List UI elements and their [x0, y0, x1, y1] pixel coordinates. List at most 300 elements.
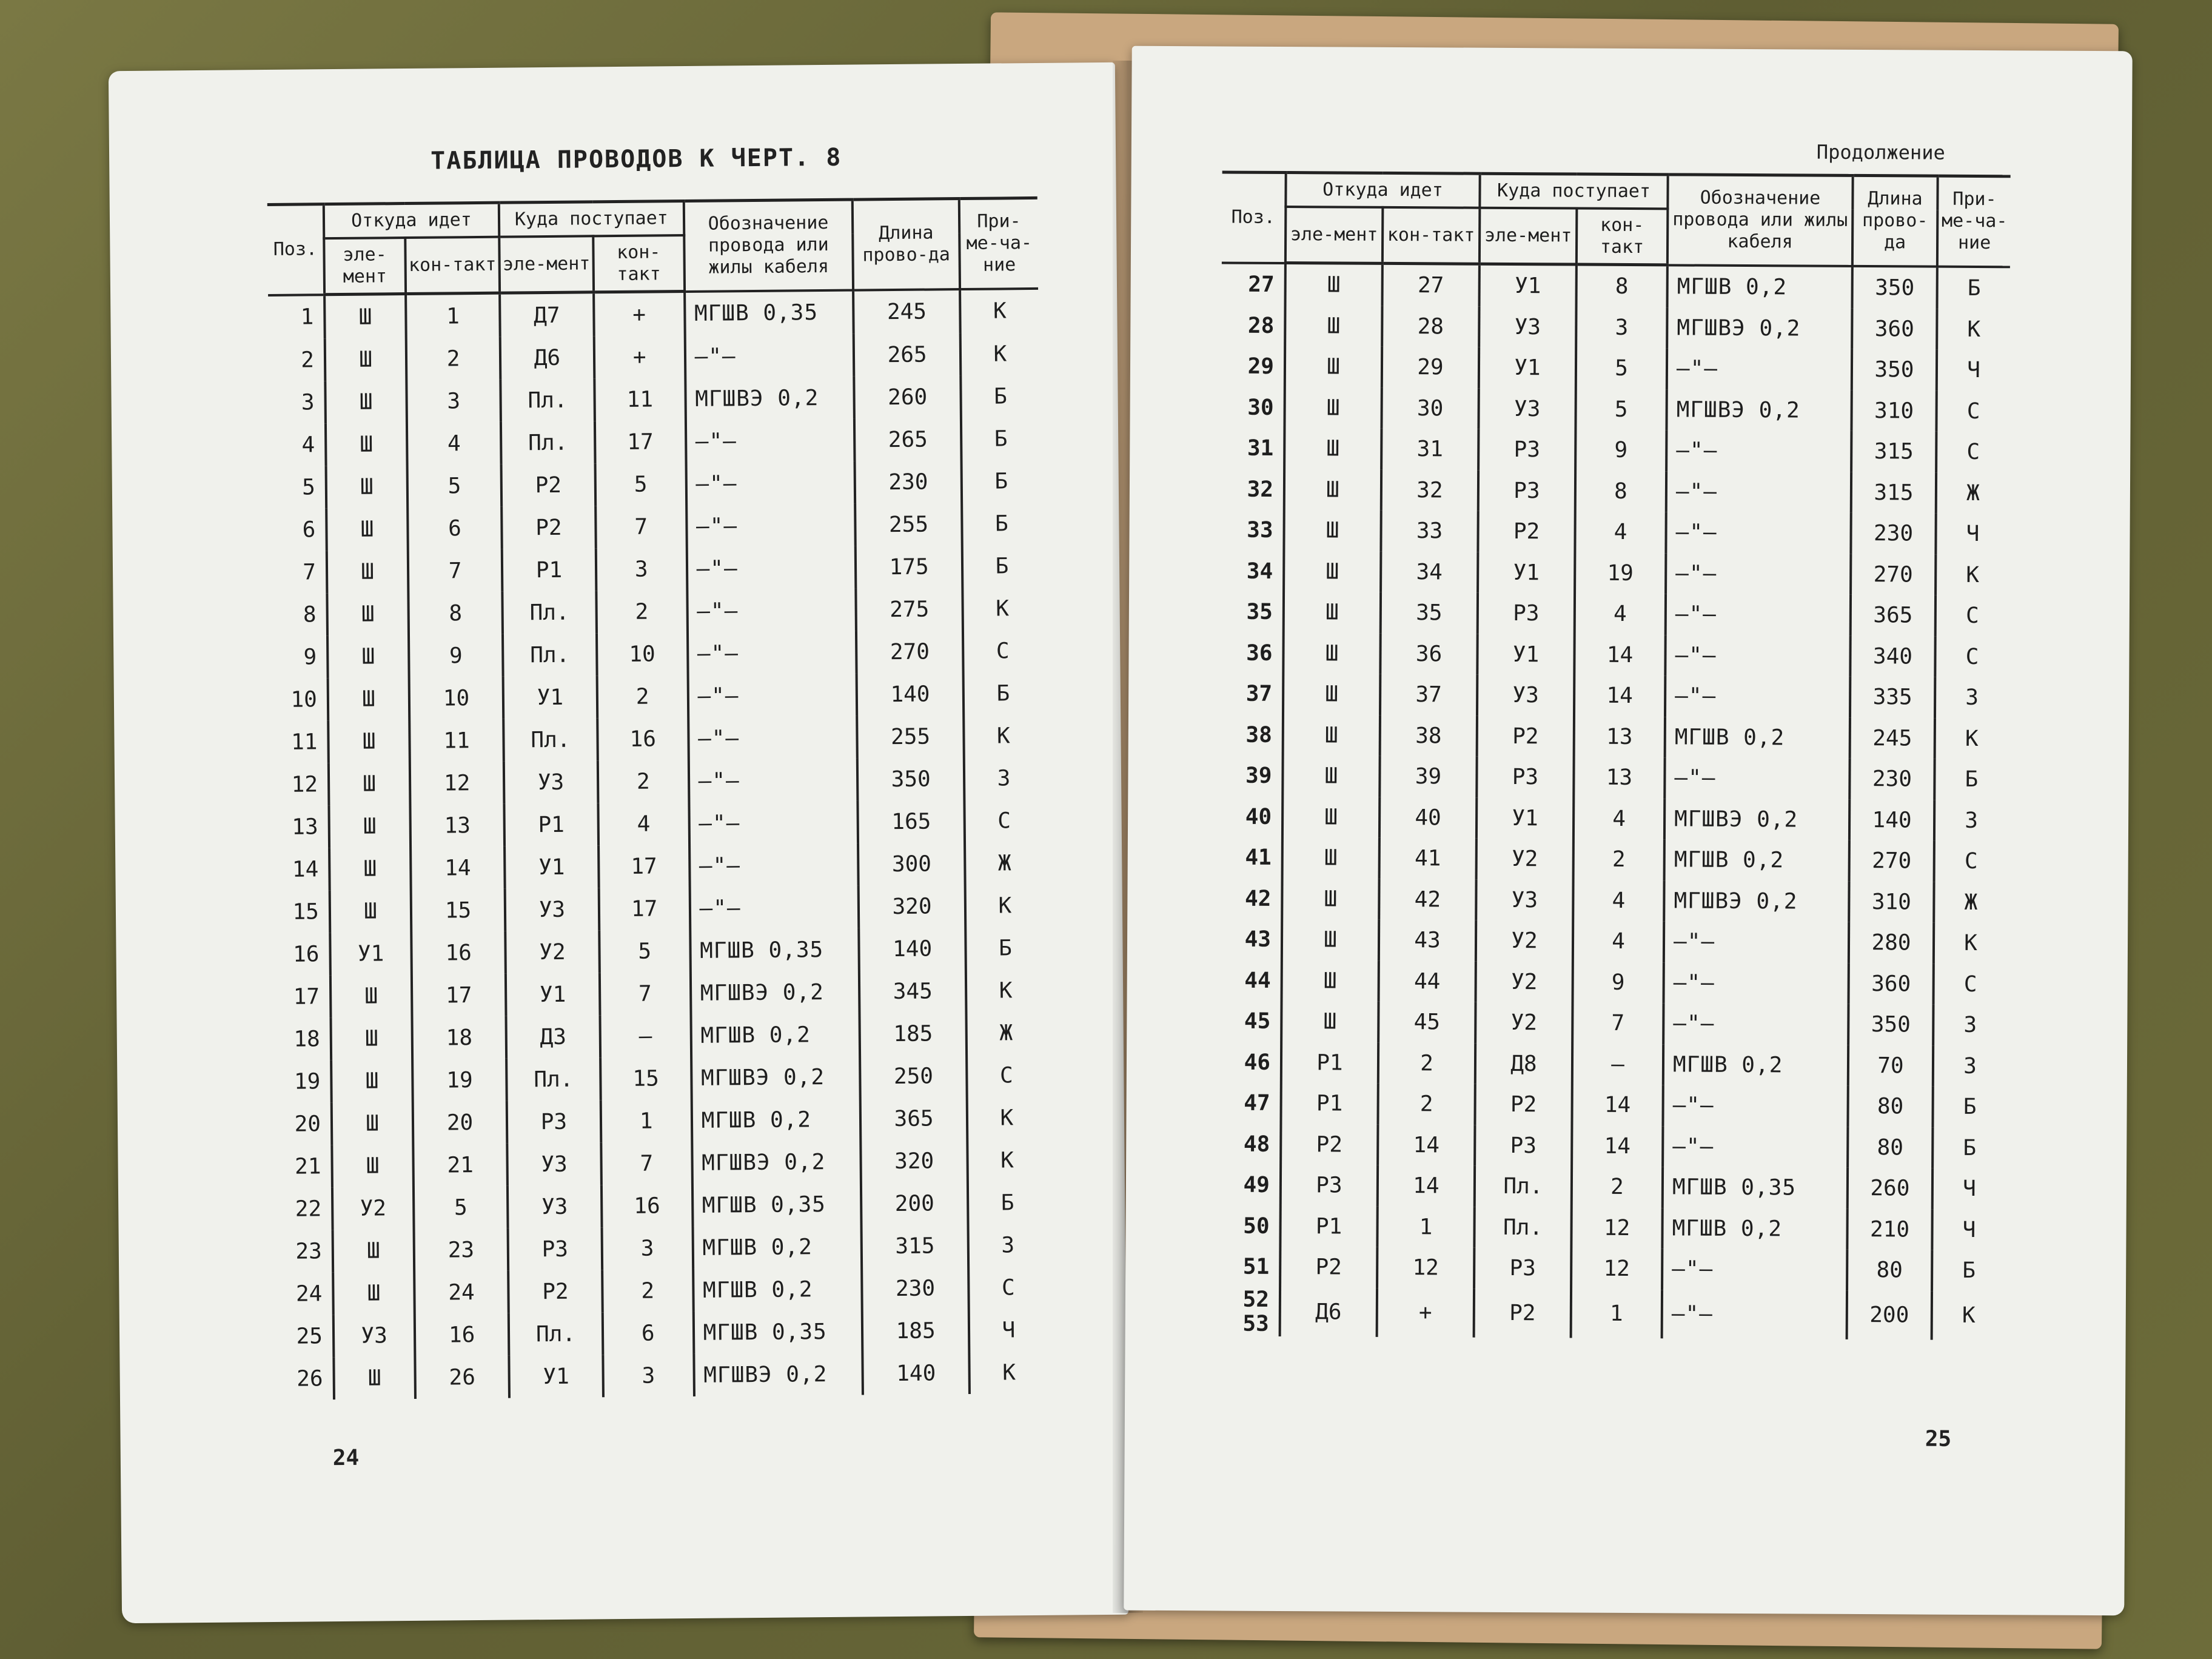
cell-from-element: Р1: [1281, 1042, 1378, 1084]
cell-from-element: Ш: [333, 1272, 415, 1315]
table-row: [1219, 673, 2008, 718]
cell-to-element: Р2: [1475, 1084, 1572, 1125]
cell-to-element: Р3: [1478, 470, 1575, 511]
cell-to-contact: 16: [602, 1184, 692, 1227]
table-row: [275, 1054, 1045, 1103]
cell-note: С: [963, 629, 1042, 672]
cell-pos: 11: [272, 720, 329, 763]
cell-to-contact: 2: [596, 590, 687, 633]
cell-length: 245: [853, 289, 960, 334]
cell-from-contact: 2: [1378, 1084, 1475, 1125]
table-row: [1219, 714, 2008, 759]
table-row: [271, 629, 1042, 679]
cell-from-contact: 9: [409, 634, 503, 677]
cell-from-element: Ш: [329, 847, 411, 890]
cell-from-element: Ш: [1285, 346, 1382, 387]
cell-wire: МГШВ 0,35: [692, 1183, 862, 1227]
cell-length: 255: [855, 503, 962, 546]
cell-wire: МГШВ 0,2: [1663, 1044, 1848, 1086]
cell-to-element: Д3: [506, 1015, 600, 1058]
cell-note: С: [967, 1054, 1045, 1097]
cell-from-element: Ш: [328, 677, 410, 720]
cell-to-contact: 7: [595, 505, 686, 548]
cell-note: Ж: [965, 842, 1044, 885]
table-row: [1218, 919, 2006, 964]
header-from: Откуда идет: [1285, 173, 1480, 208]
cell-length: 140: [1849, 799, 1934, 840]
cell-length: 260: [854, 375, 961, 419]
cell-to-contact: 4: [1575, 512, 1666, 553]
cell-to-element: Р3: [1476, 757, 1574, 798]
cell-note: Ж: [1936, 472, 2009, 514]
cell-to-contact: 7: [600, 972, 691, 1015]
cell-length: 315: [862, 1224, 968, 1268]
cell-pos: 35: [1220, 591, 1284, 632]
cell-from-element: Ш: [1283, 674, 1380, 715]
cell-from-contact: 17: [412, 974, 506, 1017]
cell-to-contact: 17: [595, 420, 686, 463]
cell-note: Ж: [966, 1011, 1045, 1054]
table-row: [1218, 1000, 2006, 1045]
table-row: [268, 288, 1039, 339]
cell-pos: 36: [1219, 632, 1283, 674]
cell-from-contact: +: [1377, 1288, 1474, 1337]
cell-pos: 15: [273, 890, 330, 933]
cell-from-contact: 39: [1379, 756, 1476, 797]
cell-wire: –"–: [1663, 1085, 1848, 1127]
cell-from-element: Ш: [1283, 633, 1380, 674]
cell-length: 320: [859, 885, 965, 928]
cell-length: 270: [856, 630, 963, 674]
cell-pos: 10: [272, 678, 329, 721]
cell-to-contact: 15: [600, 1057, 691, 1100]
cell-to-contact: 7: [601, 1142, 692, 1185]
cell-from-element: У1: [330, 932, 412, 975]
cell-length: 275: [856, 588, 963, 631]
cell-to-element: Д6: [500, 336, 594, 379]
cell-pos: 13: [272, 805, 329, 848]
header-from-element: эле-мент: [324, 238, 406, 295]
cell-to-element: У3: [1478, 388, 1575, 429]
cell-wire: –"–: [688, 716, 857, 760]
cell-note: З: [1935, 677, 2008, 719]
cell-length: 315: [1851, 472, 1936, 513]
cell-from-contact: 12: [1377, 1247, 1474, 1289]
cell-pos: 37: [1219, 673, 1283, 714]
cell-from-contact: 14: [1378, 1124, 1475, 1165]
cell-pos: 4: [269, 423, 326, 466]
cell-pos: 18: [275, 1017, 332, 1061]
cell-pos: 20: [275, 1102, 332, 1145]
cell-to-contact: 14: [1572, 1085, 1663, 1126]
cell-note: К: [960, 288, 1039, 333]
cell-pos: 41: [1219, 837, 1282, 878]
cell-from-element: Ш: [1284, 551, 1381, 592]
cell-wire: МГШВ 0,2: [692, 1225, 862, 1269]
cell-wire: МГШВ 0,2: [1664, 839, 1849, 881]
cell-from-contact: 11: [409, 719, 503, 762]
cell-to-element: У1: [1479, 347, 1576, 389]
cell-pos: 40: [1219, 796, 1282, 837]
cell-pos: 44: [1218, 960, 1282, 1001]
table-row: [277, 1351, 1048, 1400]
cell-from-element: Ш: [329, 805, 411, 848]
cell-wire: –"–: [686, 546, 856, 590]
cell-to-element: У1: [1480, 264, 1577, 307]
cell-to-element: Пл.: [503, 633, 597, 676]
cell-to-element: Пл.: [501, 421, 595, 464]
cell-to-contact: 5: [599, 930, 690, 973]
cell-from-contact: 42: [1379, 879, 1476, 920]
header-length: Длина прово-да: [1852, 175, 1938, 266]
cell-from-contact: 19: [412, 1059, 506, 1102]
cell-from-element: Ш: [1282, 797, 1379, 838]
cell-note: С: [1936, 432, 2009, 473]
continuation-label: Продолжение: [1816, 140, 1945, 164]
cell-from-element: Ш: [326, 465, 407, 508]
cell-to-element: У3: [505, 888, 599, 931]
cell-from-contact: 14: [411, 846, 504, 890]
cell-length: 230: [855, 460, 962, 504]
table-row: [1219, 837, 2007, 882]
cell-to-element: У2: [1475, 1002, 1572, 1044]
cell-from-element: Д6: [1280, 1288, 1377, 1337]
cell-to-contact: 19: [1575, 552, 1666, 594]
table-row: [272, 672, 1042, 721]
cell-to-contact: 11: [594, 378, 685, 421]
cell-note: С: [1935, 636, 2008, 677]
cell-from-element: Ш: [325, 338, 407, 381]
cell-from-element: Ш: [1284, 592, 1381, 633]
cell-wire: МГШВ 0,35: [685, 290, 854, 335]
cell-pos: 5: [270, 466, 327, 509]
cell-to-contact: 14: [1572, 1125, 1663, 1167]
cell-to-element: У2: [505, 930, 599, 973]
table-row: [1221, 387, 2009, 432]
cell-to-element: Пл.: [1474, 1207, 1571, 1248]
header-to-element: эле-мент: [1480, 208, 1577, 264]
cell-length: 280: [1849, 922, 1934, 964]
cell-wire: МГШВЭ 0,2: [1667, 307, 1852, 349]
table-row: [1221, 305, 2009, 350]
cell-wire: –"–: [1662, 1248, 1847, 1290]
cell-to-contact: 3: [603, 1354, 694, 1397]
cell-length: 80: [1847, 1250, 1932, 1291]
cell-pos: 29: [1221, 346, 1285, 387]
cell-length: 350: [1852, 266, 1937, 309]
cell-pos: 27: [1222, 263, 1285, 306]
cell-to-contact: 10: [597, 632, 688, 675]
cell-to-element: Пл.: [1475, 1166, 1572, 1207]
table-row: [1218, 878, 2006, 923]
cell-wire: –"–: [1666, 512, 1851, 554]
page-number: 25: [1925, 1426, 1952, 1452]
cell-to-contact: 5: [595, 463, 686, 506]
cell-note: С: [968, 1266, 1047, 1309]
cell-length: 80: [1848, 1086, 1932, 1127]
cell-note: С: [1936, 595, 2008, 637]
cell-length: 140: [863, 1352, 970, 1395]
header-pos: Поз.: [1222, 172, 1286, 263]
cell-to-contact: 16: [597, 717, 688, 760]
cell-wire: МГШВЭ 0,2: [690, 971, 859, 1014]
cell-pos: 50: [1216, 1205, 1280, 1247]
cell-to-element: Р3: [508, 1227, 602, 1270]
cell-note: С: [1934, 964, 2006, 1005]
cell-from-element: Р1: [1280, 1206, 1377, 1247]
cell-to-contact: 3: [596, 548, 687, 591]
cell-from-element: Ш: [324, 294, 406, 339]
cell-wire: –"–: [1664, 962, 1849, 1004]
cell-to-element: Р2: [501, 463, 595, 506]
table-row: [1217, 1124, 2005, 1168]
cell-note: К: [965, 884, 1044, 927]
cell-note: Б: [963, 672, 1042, 715]
header-from-contact: кон-такт: [405, 237, 500, 294]
cell-pos: 38: [1219, 714, 1283, 756]
header-note: При-ме-ча-ние: [959, 198, 1038, 289]
header-pos: Поз.: [267, 204, 324, 295]
cell-from-element: Ш: [1282, 879, 1379, 920]
cell-length: 350: [857, 757, 964, 801]
cell-from-element: Ш: [1285, 263, 1382, 306]
cell-note: С: [1936, 390, 2009, 432]
cell-note: Б: [961, 417, 1040, 460]
cell-note: К: [1932, 1291, 2005, 1340]
cell-note: К: [1937, 309, 2009, 350]
cell-length: 230: [1851, 513, 1936, 554]
cell-note: Б: [965, 927, 1044, 970]
cell-length: 230: [1849, 759, 1934, 800]
cell-note: К: [962, 587, 1041, 630]
cell-note: Б: [961, 460, 1040, 503]
cell-length: 310: [1849, 881, 1934, 922]
cell-length: 210: [1847, 1208, 1932, 1250]
cell-from-element: Р2: [1281, 1124, 1378, 1165]
table-row: [270, 545, 1041, 594]
cell-wire: –"–: [1663, 1126, 1848, 1168]
cell-to-contact: 17: [598, 845, 689, 888]
cell-wire: –"–: [1664, 757, 1849, 799]
cell-note: К: [969, 1351, 1048, 1394]
cell-wire: МГШВ 0,35: [693, 1310, 862, 1354]
cell-pos: 3: [269, 381, 326, 424]
cell-to-contact: 2: [1572, 1167, 1663, 1208]
cell-length: 310: [1851, 390, 1936, 431]
cell-from-contact: 1: [406, 293, 500, 338]
cell-from-contact: 30: [1381, 387, 1478, 429]
cell-to-element: Р1: [504, 803, 598, 846]
cell-note: Б: [1932, 1087, 2005, 1128]
cell-to-element: У1: [503, 675, 597, 719]
cell-note: К: [1934, 923, 2006, 964]
cell-wire: МГШВЭ 0,2: [694, 1353, 863, 1396]
table-row: [275, 1011, 1045, 1061]
cell-to-element: Р3: [1475, 1125, 1572, 1166]
cell-length: 185: [860, 1012, 967, 1056]
cell-from-element: Ш: [1285, 306, 1382, 347]
table-row: [274, 969, 1045, 1018]
cell-wire: МГШВ 0,2: [1667, 265, 1852, 309]
cell-to-contact: 13: [1574, 757, 1664, 799]
cell-pos: 14: [273, 848, 330, 891]
cell-length: 365: [860, 1097, 967, 1141]
cell-from-contact: 12: [410, 762, 504, 805]
wire-table-right: [1216, 170, 2011, 1339]
cell-from-contact: 32: [1381, 469, 1478, 511]
cell-to-element: У1: [1477, 634, 1574, 675]
cell-wire: –"–: [1665, 635, 1850, 677]
cell-pos: 33: [1220, 509, 1284, 551]
table-row: [1218, 1042, 2006, 1087]
header-to-element: эле-мент: [499, 236, 594, 293]
cell-pos: 8: [270, 593, 327, 636]
cell-from-element: Ш: [333, 1356, 415, 1399]
cell-from-contact: 45: [1378, 1002, 1475, 1043]
wire-table-right-body: [1216, 263, 2010, 1292]
cell-pos: 23: [276, 1230, 333, 1273]
cell-from-element: Ш: [1284, 428, 1381, 469]
cell-to-contact: 4: [1573, 880, 1664, 921]
cell-from-element: У2: [332, 1187, 414, 1230]
cell-to-contact: 2: [602, 1269, 693, 1312]
cell-from-contact: 7: [408, 549, 502, 592]
cell-to-element: Р1: [502, 548, 596, 591]
cell-length: 185: [862, 1309, 969, 1353]
table-row: [270, 460, 1041, 509]
cell-from-contact: 10: [409, 677, 503, 720]
cell-pos: 45: [1218, 1000, 1281, 1042]
cell-note: К: [967, 1096, 1046, 1139]
cell-note: Ч: [1932, 1209, 2005, 1250]
cell-wire: –"–: [689, 886, 859, 930]
cell-wire: –"–: [689, 843, 859, 887]
cell-note: К: [1936, 554, 2008, 595]
table-row: [1220, 551, 2008, 595]
cell-wire: –"–: [1663, 1003, 1848, 1045]
cell-note: Б: [962, 545, 1041, 588]
cell-to-contact: 13: [1574, 716, 1665, 757]
cell-note: Б: [962, 502, 1041, 545]
cell-from-contact: 2: [406, 337, 500, 380]
cell-wire: –"–: [1664, 921, 1849, 963]
cell-pos: 47: [1217, 1082, 1281, 1124]
cell-wire: МГШВ 0,2: [693, 1268, 862, 1312]
table-row: [275, 1096, 1046, 1145]
cell-wire: МГШВЭ 0,2: [1664, 880, 1849, 922]
cell-length: 360: [1849, 963, 1934, 1004]
cell-wire: МГШВ 0,35: [690, 928, 859, 972]
cell-from-contact: 16: [411, 931, 505, 974]
cell-from-element: Ш: [332, 1102, 414, 1145]
cell-note: Ч: [969, 1309, 1048, 1352]
cell-to-element: Р3: [1474, 1248, 1571, 1289]
cell-wire: –"–: [687, 589, 856, 632]
cell-to-contact: 4: [1573, 921, 1664, 962]
cell-length: 175: [856, 545, 962, 589]
cell-note: Б: [1937, 266, 2010, 309]
cell-pos: 46: [1218, 1042, 1281, 1083]
header-to: Куда поступает: [1480, 173, 1667, 209]
cell-from-element: Ш: [332, 1229, 414, 1272]
cell-to-contact: 14: [1574, 634, 1665, 675]
cell-length: 270: [1851, 554, 1936, 595]
cell-pos: 26: [277, 1357, 334, 1400]
cell-length: 245: [1850, 717, 1935, 759]
cell-from-element: Ш: [329, 762, 411, 805]
cell-to-contact: 1: [601, 1099, 692, 1142]
cell-from-element: У3: [333, 1314, 415, 1357]
cell-to-element: У1: [506, 973, 600, 1016]
cell-to-contact: 9: [1575, 430, 1666, 471]
cell-from-contact: 27: [1382, 263, 1480, 306]
cell-length: 230: [862, 1267, 968, 1310]
cell-to-contact: 7: [1572, 1003, 1663, 1044]
cell-pos: 21: [275, 1145, 332, 1188]
cell-to-element: У1: [1478, 552, 1575, 593]
cell-from-contact: 1: [1377, 1206, 1474, 1247]
cell-wire: –"–: [686, 504, 856, 548]
cell-from-contact: 44: [1379, 960, 1476, 1002]
cell-from-element: Ш: [327, 550, 409, 593]
cell-from-element: Ш: [1284, 387, 1381, 429]
header-from-element: эле-мент: [1285, 207, 1382, 263]
cell-from-contact: 3: [406, 380, 500, 423]
page-number: 24: [332, 1445, 360, 1471]
cell-to-contact: –: [600, 1014, 691, 1057]
cell-to-element: У3: [507, 1142, 601, 1185]
cell-length: 360: [1852, 308, 1937, 349]
cell-pos: 49: [1217, 1164, 1281, 1205]
cell-from-contact: 15: [411, 889, 505, 932]
header-to-contact: кон-такт: [1577, 209, 1667, 265]
cell-from-contact: 34: [1381, 551, 1478, 592]
cell-to-element: Р3: [1478, 429, 1575, 471]
cell-from-contact: 18: [412, 1016, 506, 1059]
cell-wire: –"–: [688, 631, 857, 675]
cell-to-element: Пл.: [506, 1057, 600, 1101]
cell-note: З: [1933, 1005, 2006, 1046]
cell-wire: –"–: [1662, 1290, 1847, 1339]
table-row: [1216, 1287, 2005, 1340]
table-row: [275, 1139, 1046, 1188]
table-row: [1216, 1246, 2005, 1291]
cell-to-element: Р2: [1477, 716, 1574, 757]
cell-from-contact: 6: [407, 507, 501, 550]
table-row: [270, 502, 1041, 551]
cell-from-element: Ш: [332, 1144, 414, 1187]
cell-pos: 32: [1221, 469, 1284, 510]
table-row: [1218, 960, 2006, 1005]
cell-pos: 17: [274, 975, 331, 1018]
cell-from-contact: 43: [1379, 920, 1476, 961]
cell-note: З: [968, 1224, 1047, 1267]
cell-to-contact: 5: [1575, 389, 1666, 430]
table-row: [273, 927, 1044, 976]
cell-length: 80: [1848, 1127, 1932, 1168]
left-page: [109, 62, 1128, 1623]
cell-wire: МГШВЭ 0,2: [692, 1141, 861, 1184]
cell-wire: МГШВ 0,2: [691, 1013, 860, 1057]
cell-to-element: Р2: [508, 1270, 602, 1313]
cell-pos: 9: [271, 635, 328, 679]
cell-to-contact: 17: [599, 887, 690, 930]
cell-pos: 19: [275, 1060, 332, 1103]
cell-length: 260: [1848, 1168, 1932, 1209]
cell-to-element: Пл.: [503, 718, 597, 761]
cell-length: 200: [1847, 1290, 1932, 1339]
cell-to-element: Пл.: [502, 591, 596, 634]
